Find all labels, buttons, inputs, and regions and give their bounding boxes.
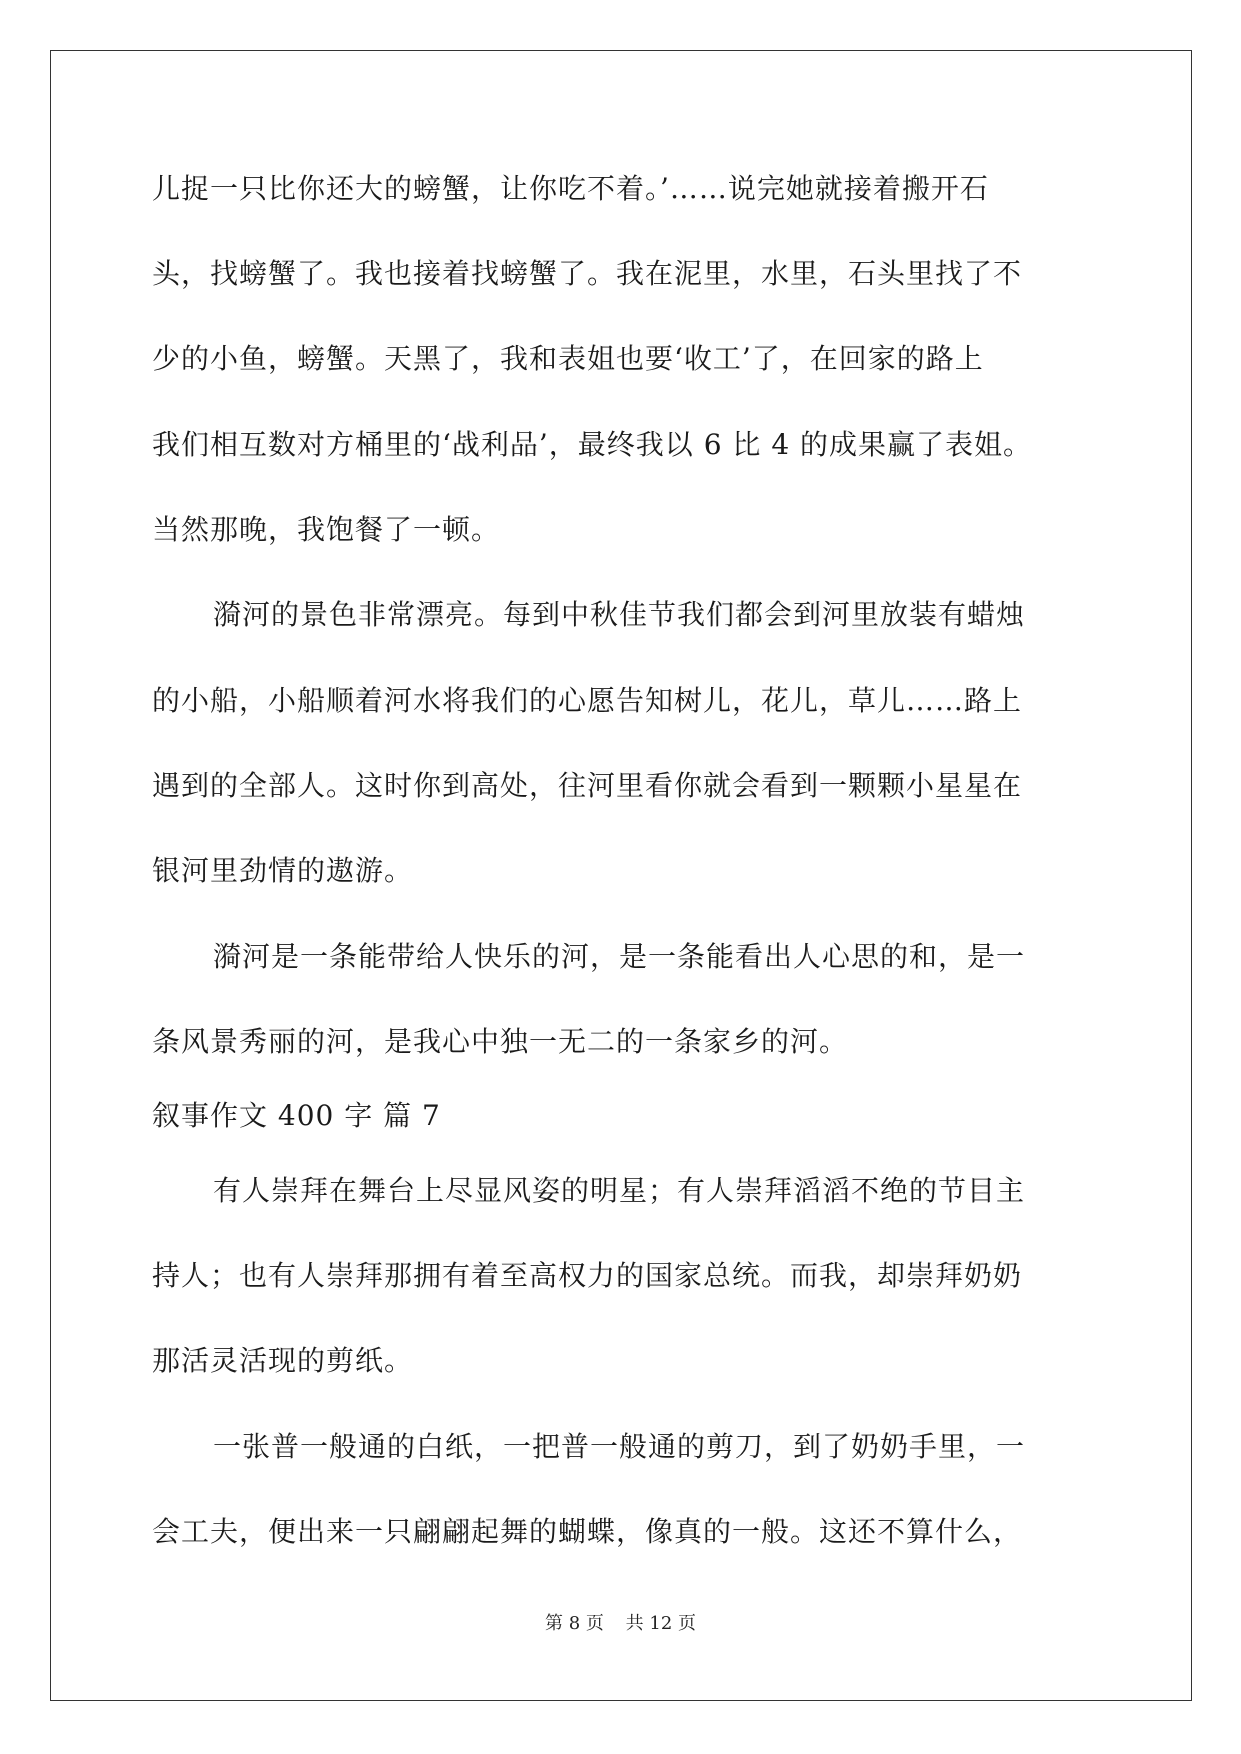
body-line: 少的小鱼，螃蟹。天黑了，我和表姐也要‘收工’了，在回家的路上 xyxy=(152,342,984,375)
paragraph-first-line: 一张普一般通的白纸，一把普一般通的剪刀，到了奶奶手里，一 xyxy=(213,1430,1026,1463)
body-line: 银河里劲情的遨游。 xyxy=(152,854,414,887)
paragraph-first-line: 漪河是一条能带给人快乐的河，是一条能看出人心思的和，是一 xyxy=(213,940,1026,973)
section-heading: 叙事作文 400 字 篇 7 xyxy=(152,1099,441,1132)
body-line: 当然那晚，我饱餐了一顿。 xyxy=(152,513,501,546)
body-line: 头，找螃蟹了。我也接着找螃蟹了。我在泥里，水里，石头里找了不 xyxy=(152,257,1023,290)
body-line: 条风景秀丽的河，是我心中独一无二的一条家乡的河。 xyxy=(152,1025,849,1058)
page-footer xyxy=(0,1612,1241,1636)
body-line: 会工夫，便出来一只翩翩起舞的蝴蝶，像真的一般。这还不算什么， xyxy=(152,1515,1023,1548)
body-line: 的小船，小船顺着河水将我们的心愿告知树儿，花儿，草儿……路上 xyxy=(152,684,1023,717)
body-line: 我们相互数对方桶里的‘战利品’，最终我以 6 比 4 的成果赢了表姐。 xyxy=(152,428,1033,461)
body-line: 持人；也有人崇拜那拥有着至高权力的国家总统。而我，却崇拜奶奶 xyxy=(152,1259,1023,1292)
body-line: 儿捉一只比你还大的螃蟹，让你吃不着。’……说完她就接着搬开石 xyxy=(152,172,989,205)
body-line: 那活灵活现的剪纸。 xyxy=(152,1344,414,1377)
page-total: 共 12 页 xyxy=(625,1613,696,1634)
page-number: 第 8 页 xyxy=(545,1613,604,1634)
paragraph-first-line: 漪河的景色非常漂亮。每到中秋佳节我们都会到河里放装有蜡烛 xyxy=(213,598,1026,631)
body-line: 遇到的全部人。这时你到高处，往河里看你就会看到一颗颗小星星在 xyxy=(152,769,1023,802)
paragraph-first-line: 有人崇拜在舞台上尽显风姿的明星；有人崇拜滔滔不绝的节目主 xyxy=(213,1174,1026,1207)
